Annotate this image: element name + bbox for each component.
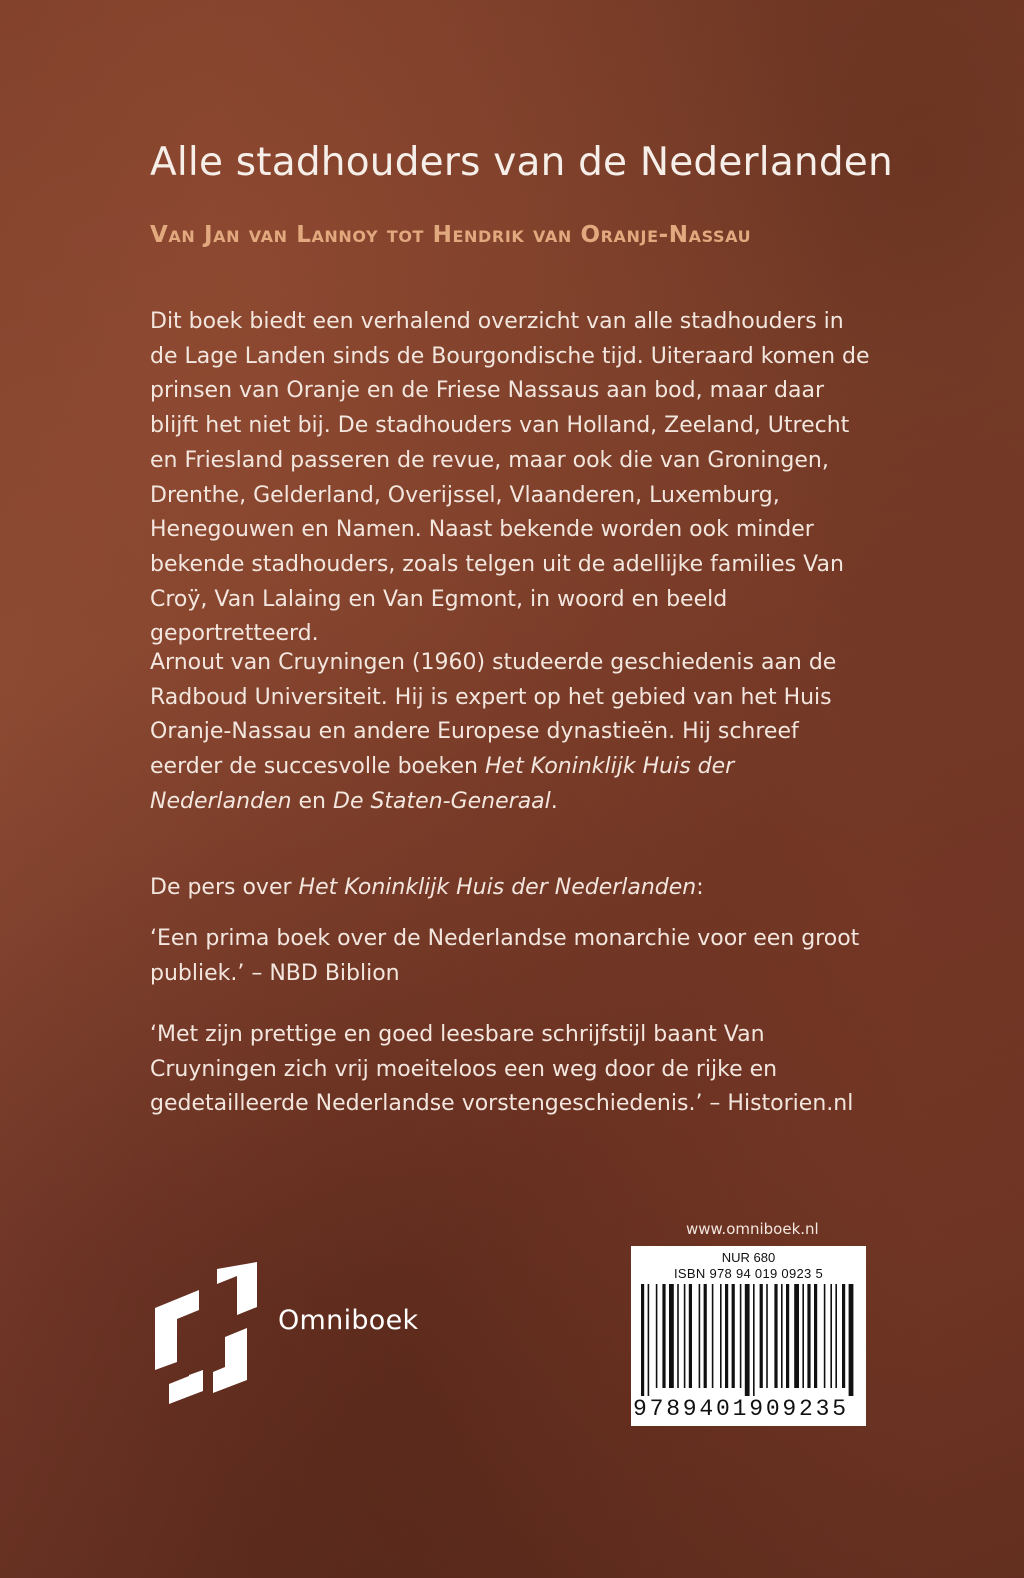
barcode-bar	[704, 1284, 707, 1388]
barcode-bar	[725, 1284, 728, 1388]
barcode-bar	[807, 1284, 810, 1388]
barcode-bar	[740, 1284, 742, 1388]
barcode-bar	[794, 1284, 799, 1388]
press-heading-book: Het Koninklijk Huis der Nederlanden	[298, 875, 697, 900]
barcode-bar	[699, 1284, 701, 1388]
barcode-bar	[814, 1284, 817, 1388]
book-title: Alle stadhouders van de Nederlanden	[150, 140, 893, 185]
barcode-bars	[637, 1284, 860, 1396]
barcode-bar	[842, 1284, 845, 1388]
barcode-bar	[824, 1284, 826, 1388]
barcode-bar	[753, 1284, 755, 1396]
author-bio	[150, 646, 870, 820]
barcode-bar	[732, 1284, 735, 1388]
book-subtitle: Van Jan van Lannoy tot Hendrik van Oranje-Nassau	[150, 222, 752, 248]
barcode-bar	[835, 1284, 837, 1388]
isbn-number: ISBN 978 94 019 0923 5	[674, 1266, 823, 1281]
barcode-bar	[830, 1284, 832, 1388]
barcode-bar	[684, 1284, 686, 1388]
press-heading-suffix: :	[696, 875, 704, 900]
barcode-bar	[760, 1284, 763, 1388]
nur-code: NUR 680	[721, 1250, 776, 1265]
omniboek-logo-icon	[155, 1262, 265, 1407]
barcode-bar	[656, 1284, 658, 1388]
press-heading-prefix: De pers over	[150, 875, 299, 900]
barcode-bar	[648, 1284, 650, 1396]
barcode-bar	[786, 1284, 789, 1388]
barcode-bar	[712, 1284, 714, 1388]
barcode-bar	[641, 1284, 644, 1396]
barcode-bar	[849, 1284, 854, 1396]
barcode-bar	[720, 1284, 722, 1388]
author-book-title-2: De Staten-Generaal	[333, 788, 551, 814]
author-book-title-1: Het Koninklijk Huis der Nederlanden	[150, 754, 735, 814]
press-quote-1: ‘Een prima boek over de Nederlandse monarchie voor een groot publiek.’ – NBD Biblion	[150, 926, 860, 986]
barcode-bar	[662, 1284, 665, 1388]
blurb-paragraph: Dit boek biedt een verhalend overzicht van alle stadhouders in de Lage Landen sinds de Bourgondische tijd. Uiteraard komen de prinsen van Oranje en de Friese Nassaus aan bod, maar daar blijft het niet bij. De stadhouders van Holland, Zeeland, Utrecht en Friesland passeren de revue, maar ook die van Groningen, Drenthe, Gelderland, Overijssel, Vlaanderen, Luxemburg, Henegouwen en Namen. Naast bekende worden ook minder bekende stadhouders, zoals telgen uit de adellijke families Van Croÿ, Van Lalaing en Van Egmont, in woord en beeld geportretteerd.	[150, 309, 870, 647]
barcode-bar	[677, 1284, 679, 1388]
isbn-barcode	[631, 1246, 866, 1426]
press-heading	[150, 871, 870, 906]
barcode-bar	[745, 1284, 750, 1396]
author-bio-conjunction: en	[291, 788, 333, 814]
barcode-digits: 9789401909235	[633, 1396, 849, 1422]
press-quote-2: ‘Met zijn prettige en goed leesbare schrijfstijl baant Van Cruyningen zich vrij moeiteloos een weg door de rijke en gedetailleerde Nederlandse vorstengeschiedenis.’ – Historien.nl	[150, 1022, 854, 1117]
barcode-bar	[774, 1284, 777, 1388]
barcode-bar	[781, 1284, 783, 1388]
author-bio-end: .	[550, 788, 558, 814]
barcode-bar	[766, 1284, 768, 1388]
barcode-bar	[669, 1284, 674, 1388]
author-bio-text: Arnout van Cruyningen (1960) studeerde geschiedenis aan de Radboud Universiteit. Hij is expert op het gebied van het Huis Oranje-Nassau en andere Europese dynastieën. Hij schreef eerder de succesvolle boeken	[150, 650, 837, 780]
barcode-bar	[689, 1284, 692, 1388]
barcode-bar	[802, 1284, 804, 1388]
publisher-website: www.omniboek.nl	[686, 1220, 819, 1238]
publisher-name: Omniboek	[278, 1305, 419, 1336]
